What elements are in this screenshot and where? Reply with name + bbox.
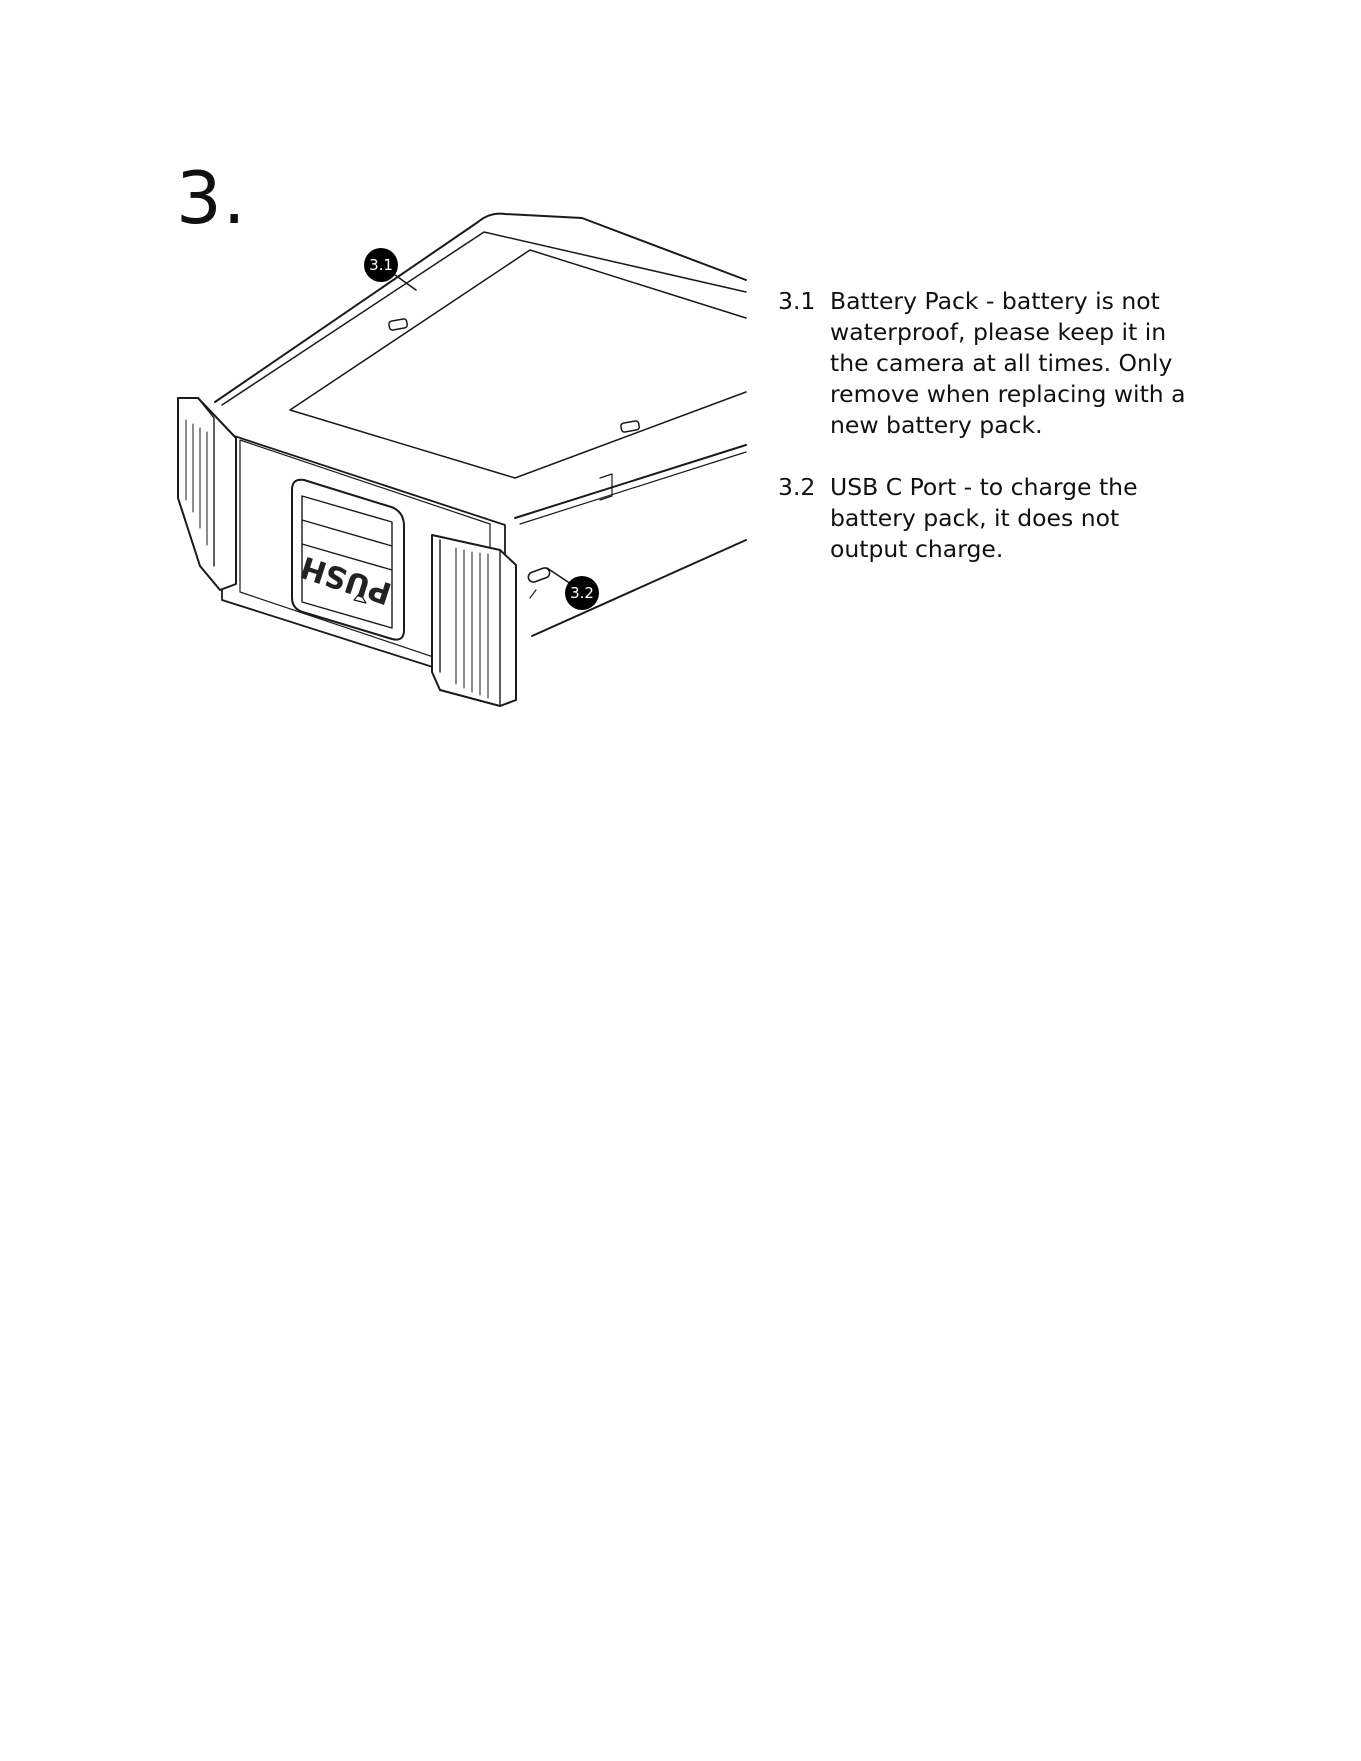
callout-list [778,286,1198,596]
battery-label-recess [290,250,746,478]
callout-number: 3.2 [778,473,816,501]
callout-badge-3-1-label: 3.1 [369,256,393,274]
push-label: PUSH [296,548,396,611]
right-end-grip [432,535,516,706]
callout-item [778,286,1198,441]
callout-item [778,472,1198,565]
callout-badge-3-2-label: 3.2 [570,584,594,602]
callout-description: Battery Pack - battery is not waterproof, please keep it in the camera at all times. Only remove when replacing with a new battery pack. [830,287,1186,439]
callout-number: 3.1 [778,287,816,315]
battery-pack-illustration [168,205,748,725]
battery-side-body [515,445,746,636]
callout-description: USB C Port - to charge the battery pack, it does not output charge. [830,473,1138,563]
battery-top-surface [215,214,746,402]
step-number: 3. [176,156,247,240]
